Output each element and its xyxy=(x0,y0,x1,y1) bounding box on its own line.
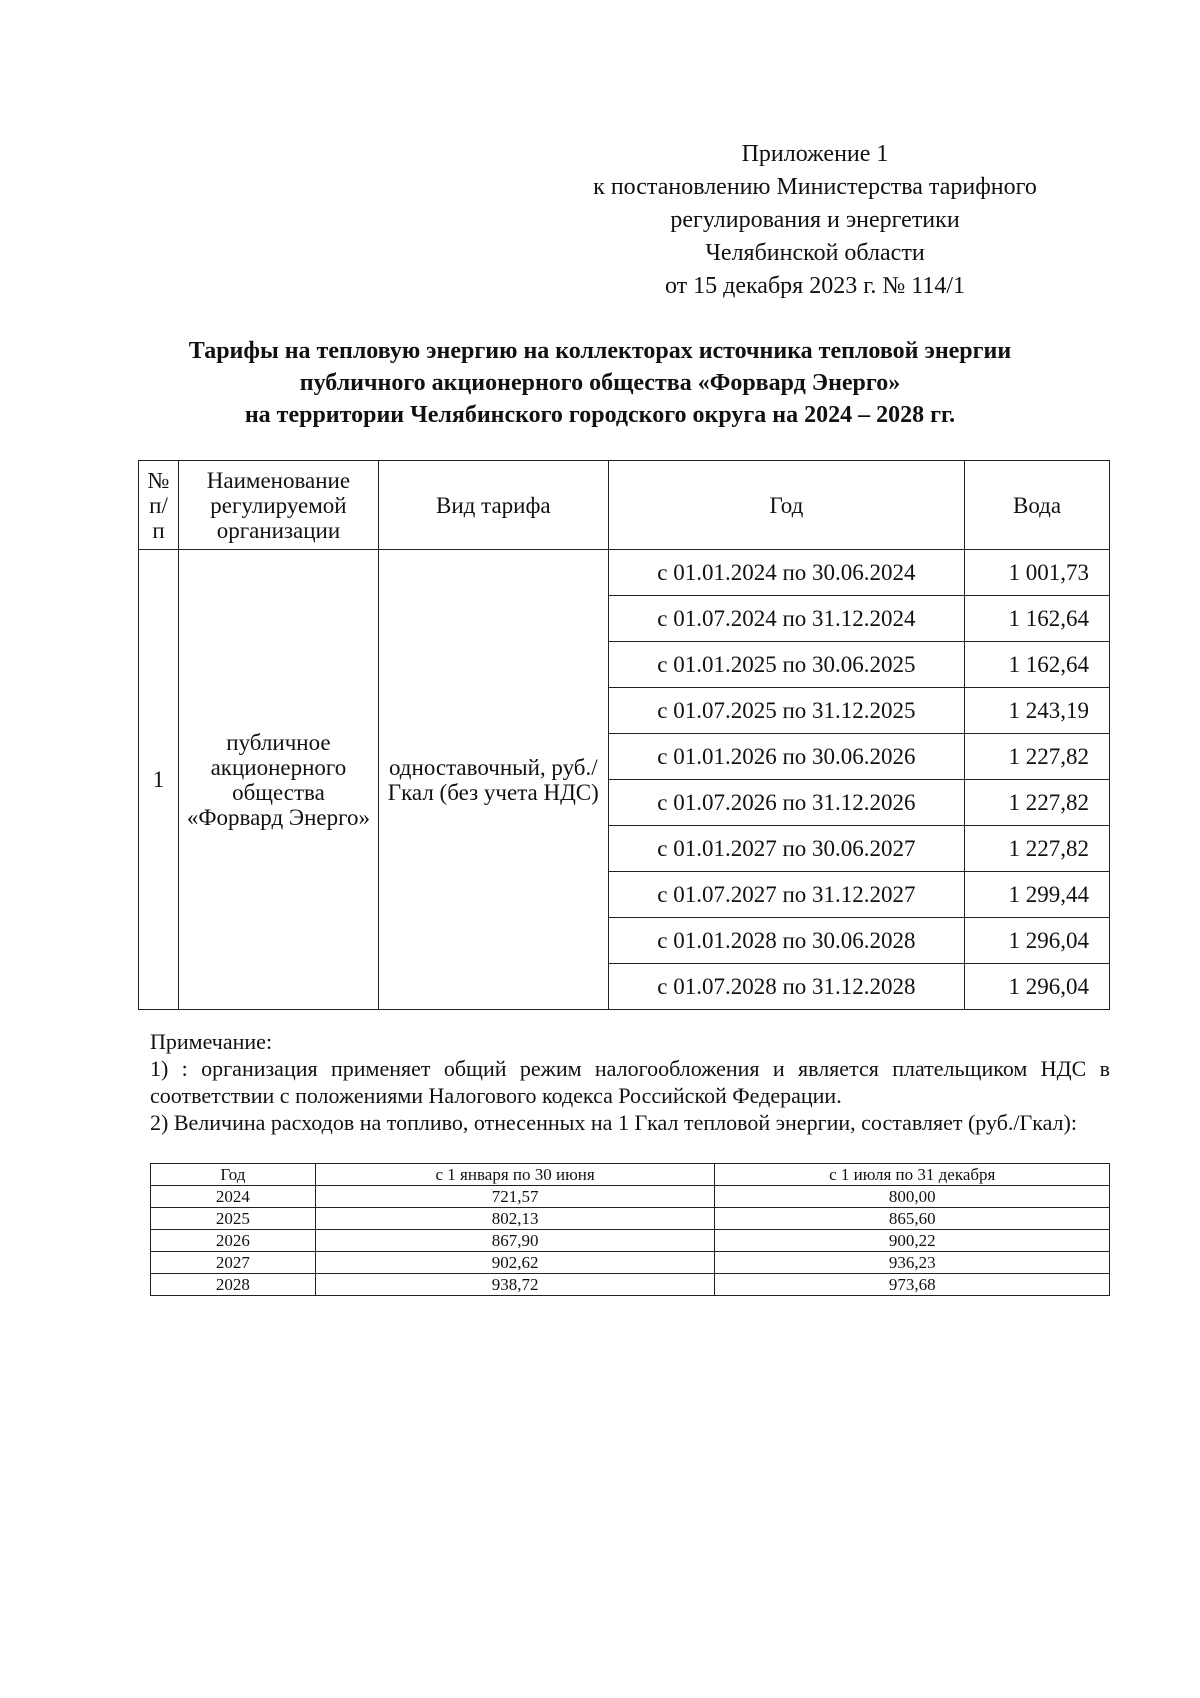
period-cell: с 01.07.2028 по 31.12.2028 xyxy=(608,964,964,1010)
fuel-row xyxy=(151,1252,1110,1274)
fuel-year-cell: 2028 xyxy=(151,1274,316,1296)
water-value-cell: 1 227,82 xyxy=(965,780,1110,826)
period-cell: с 01.01.2025 по 30.06.2025 xyxy=(608,642,964,688)
fuel-row xyxy=(151,1186,1110,1208)
water-value-cell: 1 296,04 xyxy=(965,918,1110,964)
fuel-cost-table xyxy=(150,1163,1110,1296)
fuel-second-half-cell: 865,60 xyxy=(715,1208,1110,1230)
water-value-cell: 1 227,82 xyxy=(965,826,1110,872)
fuel-header-second-half: с 1 июля по 31 декабря xyxy=(715,1164,1110,1186)
water-value-cell: 1 001,73 xyxy=(965,550,1110,596)
fuel-header-year: Год xyxy=(151,1164,316,1186)
fuel-year-cell: 2026 xyxy=(151,1230,316,1252)
fuel-row xyxy=(151,1230,1110,1252)
fuel-second-half-cell: 900,22 xyxy=(715,1230,1110,1252)
period-cell: с 01.01.2026 по 30.06.2026 xyxy=(608,734,964,780)
period-cell: с 01.01.2027 по 30.06.2027 xyxy=(608,826,964,872)
fuel-second-half-cell: 936,23 xyxy=(715,1252,1110,1274)
period-cell: с 01.01.2028 по 30.06.2028 xyxy=(608,918,964,964)
water-value-cell: 1 227,82 xyxy=(965,734,1110,780)
fuel-row xyxy=(151,1208,1110,1230)
title-line-1: Тарифы на тепловую энергию на коллекторах источника тепловой энергии xyxy=(188,338,1012,364)
fuel-table-header-row xyxy=(151,1164,1110,1186)
title-line-2: публичного акционерного общества «Форвард Энерго» xyxy=(299,370,901,396)
fuel-second-half-cell: 800,00 xyxy=(715,1186,1110,1208)
fuel-year-cell: 2027 xyxy=(151,1252,316,1274)
water-value-cell: 1 296,04 xyxy=(965,964,1110,1010)
appendix-reference xyxy=(545,138,1085,303)
fuel-header-first-half: с 1 января по 30 июня xyxy=(315,1164,715,1186)
water-value-cell: 1 299,44 xyxy=(965,872,1110,918)
appendix-line-3: регулирования и энергетики xyxy=(670,207,960,233)
header-organization: Наименование регулируемой организации xyxy=(178,461,378,550)
fuel-second-half-cell: 973,68 xyxy=(715,1274,1110,1296)
period-cell: с 01.07.2025 по 31.12.2025 xyxy=(608,688,964,734)
tariff-row xyxy=(139,550,1110,596)
notes-section xyxy=(150,1028,1110,1136)
fuel-year-cell: 2024 xyxy=(151,1186,316,1208)
number-cell: 1 xyxy=(139,550,179,1010)
water-value-cell: 1 162,64 xyxy=(965,596,1110,642)
title-line-3: на территории Челябинского городского округа на 2024 – 2028 гг. xyxy=(244,402,956,428)
tariff-type-cell: одноставочный, руб./Гкал (без учета НДС) xyxy=(378,550,608,1010)
appendix-line-2: к постановлению Министерства тарифного xyxy=(593,174,1037,200)
water-value-cell: 1 243,19 xyxy=(965,688,1110,734)
fuel-year-cell: 2025 xyxy=(151,1208,316,1230)
fuel-first-half-cell: 802,13 xyxy=(315,1208,715,1230)
note-1: 1) : организация применяет общий режим налогообложения и является плательщиком НДС в соответствии с положениями Налогового кодекса Российской Федерации. xyxy=(150,1056,1110,1108)
fuel-first-half-cell: 902,62 xyxy=(315,1252,715,1274)
tariff-table-header-row xyxy=(139,461,1110,550)
period-cell: с 01.07.2024 по 31.12.2024 xyxy=(608,596,964,642)
period-cell: с 01.07.2027 по 31.12.2027 xyxy=(608,872,964,918)
fuel-row xyxy=(151,1274,1110,1296)
period-cell: с 01.07.2026 по 31.12.2026 xyxy=(608,780,964,826)
fuel-first-half-cell: 938,72 xyxy=(315,1274,715,1296)
header-water: Вода xyxy=(965,461,1110,550)
water-value-cell: 1 162,64 xyxy=(965,642,1110,688)
header-year: Год xyxy=(608,461,964,550)
organization-cell: публичное акционерного общества «Форвард Энерго» xyxy=(178,550,378,1010)
tariff-table xyxy=(138,460,1110,1010)
notes-heading: Примечание: xyxy=(150,1029,273,1054)
note-2: 2) Величина расходов на топливо, отнесенных на 1 Гкал тепловой энергии, составляет (руб./Гкал): xyxy=(150,1110,1077,1135)
appendix-line-5: от 15 декабря 2023 г. № 114/1 xyxy=(664,273,966,299)
appendix-line-4: Челябинской области xyxy=(705,240,925,266)
period-cell: с 01.01.2024 по 30.06.2024 xyxy=(608,550,964,596)
header-number: № п/п xyxy=(139,461,179,550)
fuel-first-half-cell: 867,90 xyxy=(315,1230,715,1252)
fuel-first-half-cell: 721,57 xyxy=(315,1186,715,1208)
document-title xyxy=(110,335,1090,431)
header-tariff-type: Вид тарифа xyxy=(378,461,608,550)
appendix-line-1: Приложение 1 xyxy=(741,141,889,167)
